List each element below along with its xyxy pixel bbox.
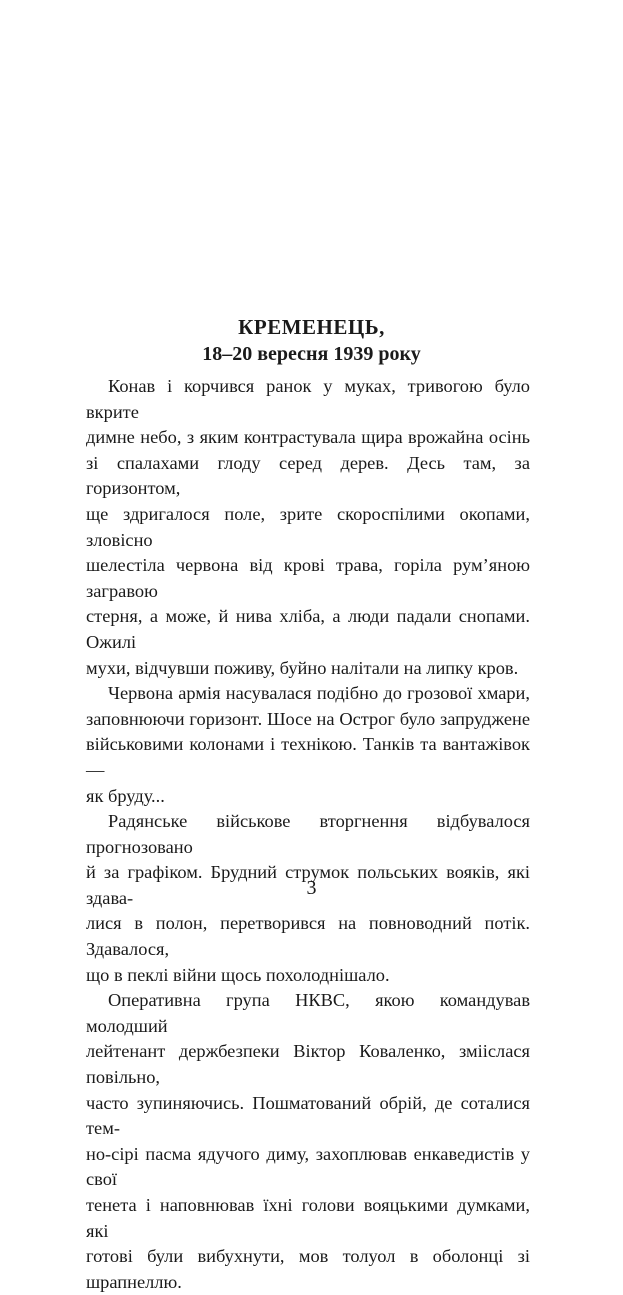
body-text xyxy=(86,374,530,1295)
text-line: готові були вибухнути, мов толуол в оболонці зі шрапнеллю. xyxy=(86,1246,530,1292)
text-line: лейтенант держбезпеки Віктор Коваленко, змііслася повільно, xyxy=(86,1041,530,1088)
text-line: Конав і корчився ранок у муках, тривогою було вкрите xyxy=(86,376,530,422)
text-line: стерня, а може, й нива хліба, а люди падали снопами. Ожилі xyxy=(86,606,530,652)
text-line: мухи, відчувши поживу, буйно налітали на липку кров. xyxy=(86,657,519,678)
text-line: Червона армія насувалася подібно до грозової хмари, xyxy=(108,683,530,704)
text-line: Оперативна група НКВС, якою командував молодший xyxy=(86,990,530,1036)
text-line: часто зупиняючись. Пошматований обрій, де соталися тем- xyxy=(86,1092,530,1139)
text-line: Радянське військове вторгнення відбувалося прогнозовано xyxy=(86,811,530,857)
text-line: ще здригалося поле, зрите скороспілими окопами, зловісно xyxy=(86,503,530,550)
text-line: шелестіла червона від крові трава, горіла рум’яною загравою xyxy=(86,555,530,601)
paragraph-1 xyxy=(86,374,530,681)
paragraph-2 xyxy=(86,681,530,809)
text-line: й за графіком. Брудний струмок польських вояків, які здава- xyxy=(86,862,530,908)
text-line: заповнюючи горизонт. Шосе на Острог було запруджене xyxy=(86,708,530,729)
chapter-date: 18–20 вересня 1939 року xyxy=(202,343,421,365)
text-line: димне небо, з яким контрастувала щира врожайна осінь xyxy=(86,427,530,448)
text-line: тенета і наповнював їхні голови вояцькими думками, які xyxy=(86,1195,530,1241)
chapter-title: КРЕМЕНЕЦЬ, xyxy=(238,315,385,339)
text-line: що в пеклі війни щось похолоднішало. xyxy=(86,964,390,985)
chapter-heading xyxy=(0,314,623,368)
text-line: лися в полон, перетворився на повноводний потік. Здавалося, xyxy=(86,913,530,960)
text-line: військовими колонами і технікою. Танків та вантажівок — xyxy=(86,734,530,780)
page-number: 3 xyxy=(306,877,317,899)
paragraph-4 xyxy=(86,988,530,1295)
text-line: но-сірі пасма ядучого диму, захоплював енкаведистів у свої xyxy=(86,1143,530,1190)
text-line: зі спалахами глоду серед дерев. Десь там, за горизонтом, xyxy=(86,452,530,499)
text-line: як бруду... xyxy=(86,785,165,806)
